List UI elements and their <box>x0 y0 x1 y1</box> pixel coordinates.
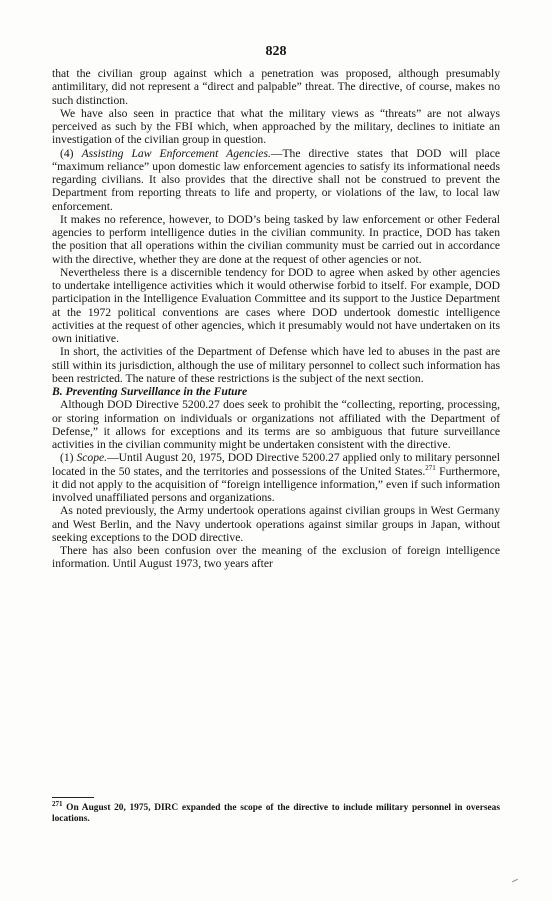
footnote-number: 271 <box>52 799 63 808</box>
paragraph: Although DOD Directive 5200.27 does seek to prohibit the “collecting, reporting, processing, or storing information on individuals or organizations not affiliated with the Department of Defense,” it allows for exceptions and its terms are so ambiguous that future surveillance activities in the civilian community might be undertaken consistent with the directive. <box>52 398 500 451</box>
page-number: 828 <box>265 44 287 59</box>
paragraph: We have also seen in practice that what the military views as “threats” are not always perceived as such by the FBI which, when approached by the military, declines to initiate an investigation of the civilian group in question. <box>52 106 500 147</box>
item-heading: Scope. <box>76 451 108 465</box>
item-text: —The directive states that DOD will place “maximum reliance” upon domestic law enforcement agencies to satisfy its informational needs regarding civilians. It also provides that the directive shall not be construed to prevent the Department from reporting threats to life and property, or violations of the law, to local law enforcement. <box>52 146 500 213</box>
paragraph: In short, the activities of the Department of Defense which have led to abuses in the past are still within its jurisdiction, although the use of military personnel to collect such information has been restricted. The nature of these restrictions is the subject of the next section. <box>52 345 500 385</box>
paragraph: It makes no reference, however, to DOD’s being tasked by law enforcement or other Federal agencies to perform intelligence duties in the civilian community. In practice, DOD has taken the position that all operations within the civilian community must be carried out in accordance with the directive, whether they are done at the request of other agencies or not. <box>52 212 500 266</box>
paragraph: that the civilian group against which a penetration was proposed, although presumably antimilitary, did not represent a “direct and palpable” threat. The directive, of course, makes no such distinction. <box>52 67 500 107</box>
paragraph: As noted previously, the Army undertook operations against civilian groups in West Germany and West Berlin, and the Navy undertook operations against similar groups in Japan, without seeking exceptions to the DOD directive. <box>52 504 500 544</box>
footnote <box>52 799 500 825</box>
footnote-rule <box>52 797 94 798</box>
item-text: —Until August 20, 1975, DOD Directive 5200.27 applied only to military personnel located in the 50 states, and the territories and possessions of the United States. <box>52 451 500 478</box>
footnote-text: On August 20, 1975, DIRC expanded the scope of the directive to include military personnel in overseas locations. <box>52 803 500 824</box>
paragraph-scope <box>52 451 500 504</box>
scan-speck <box>512 879 518 882</box>
item-text-continued: Furthermore, it did not apply to the acquisition of “foreign intelligence information,” even if such information involved unaffiliated persons and organizations. <box>52 464 500 504</box>
section-heading: B. Preventing Surveillance in the Future <box>52 385 248 398</box>
paragraph: There has also been confusion over the meaning of the exclusion of foreign intelligence information. Until August 1973, two years after <box>52 544 500 571</box>
paragraph: Nevertheless there is a discernible tendency for DOD to agree when asked by other agencies to undertake intelligence activities which it would otherwise forbid to itself. For example, DOD participation in the Intelligence Evaluation Committee and its support to the Justice Department at the 1972 political conventions are cases where DOD undertook domestic intelligence activities at the request of other agencies, which it presumably would not have undertaken on its own initiative. <box>52 265 500 345</box>
body-text <box>52 67 500 571</box>
item-number: (1) <box>60 451 77 465</box>
item-number: (4) <box>60 146 82 160</box>
paragraph-assisting-law-enforcement <box>52 147 500 213</box>
footnote-reference: 271 <box>425 463 436 472</box>
item-heading: Assisting Law Enforcement Agencies. <box>81 146 271 160</box>
